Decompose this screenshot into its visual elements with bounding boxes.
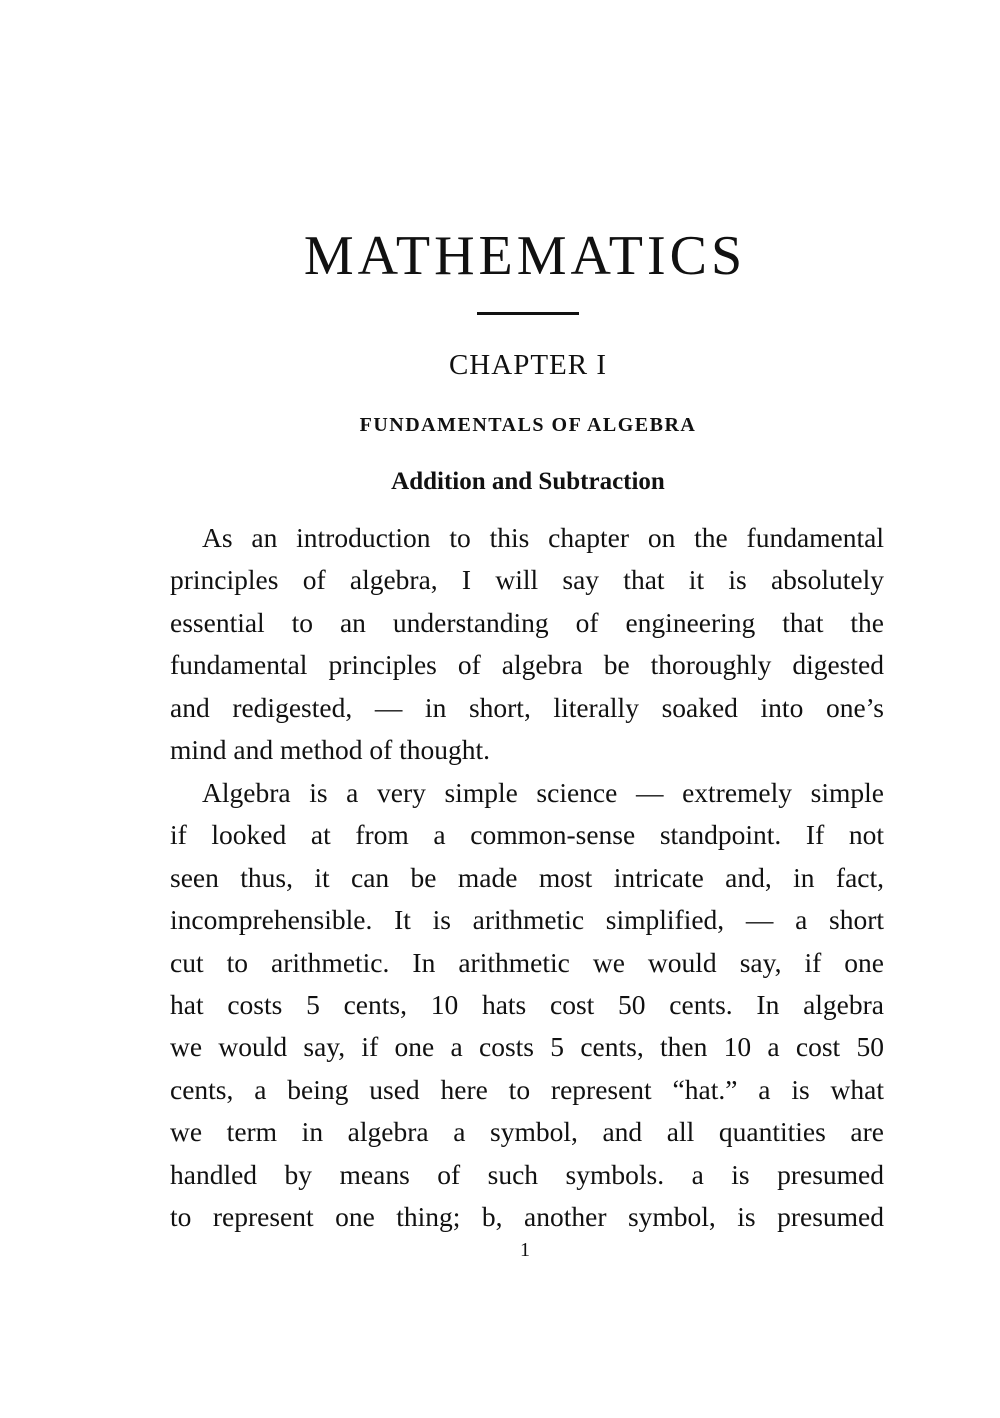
body-paragraph-2 <box>170 772 884 1238</box>
text-line: essential to an understanding of engineering that the <box>170 606 884 638</box>
body-paragraph-1 <box>170 517 884 771</box>
text-line: seen thus, it can be made most intricate and, in fact, <box>170 861 884 893</box>
text-line: and redigested, — in short, literally soaked into one’s <box>170 691 884 723</box>
text-line: principles of algebra, I will say that it is absolutely <box>170 564 884 596</box>
page-number: 1 <box>520 1239 530 1261</box>
text-line: hat costs 5 cents, 10 hats cost 50 cents. In algebra <box>170 989 884 1021</box>
text-line: if looked at from a common-sense standpoint. If not <box>170 819 884 851</box>
section-title: Addition and Subtraction <box>391 468 665 495</box>
text-line: As an introduction to this chapter on the fundamental <box>202 522 884 553</box>
chapter-number: CHAPTER I <box>448 349 608 381</box>
text-line: cents, a being used here to represent “hat.” a is what <box>170 1073 884 1105</box>
text-line: incomprehensible. It is arithmetic simplified, — a short <box>170 904 884 936</box>
text-line: mind and method of thought. <box>170 734 491 766</box>
text-line: fundamental principles of algebra be thoroughly digested <box>170 649 884 681</box>
text-line: cut to arithmetic. In arithmetic we would say, if one <box>170 946 884 978</box>
text-line: handled by means of such symbols. a is presumed <box>170 1158 884 1190</box>
text-line: we term in algebra a symbol, and all quantities are <box>170 1116 884 1148</box>
text-line: to represent one thing; b, another symbol, is presumed <box>170 1201 884 1233</box>
chapter-title: FUNDAMENTALS OF ALGEBRA <box>359 414 697 436</box>
text-line: Algebra is a very simple science — extremely simple <box>202 777 884 808</box>
text-line: we would say, if one a costs 5 cents, then 10 a cost 50 <box>170 1031 884 1063</box>
book-title: MATHEMATICS <box>303 225 747 287</box>
title-divider-rule <box>477 312 579 315</box>
